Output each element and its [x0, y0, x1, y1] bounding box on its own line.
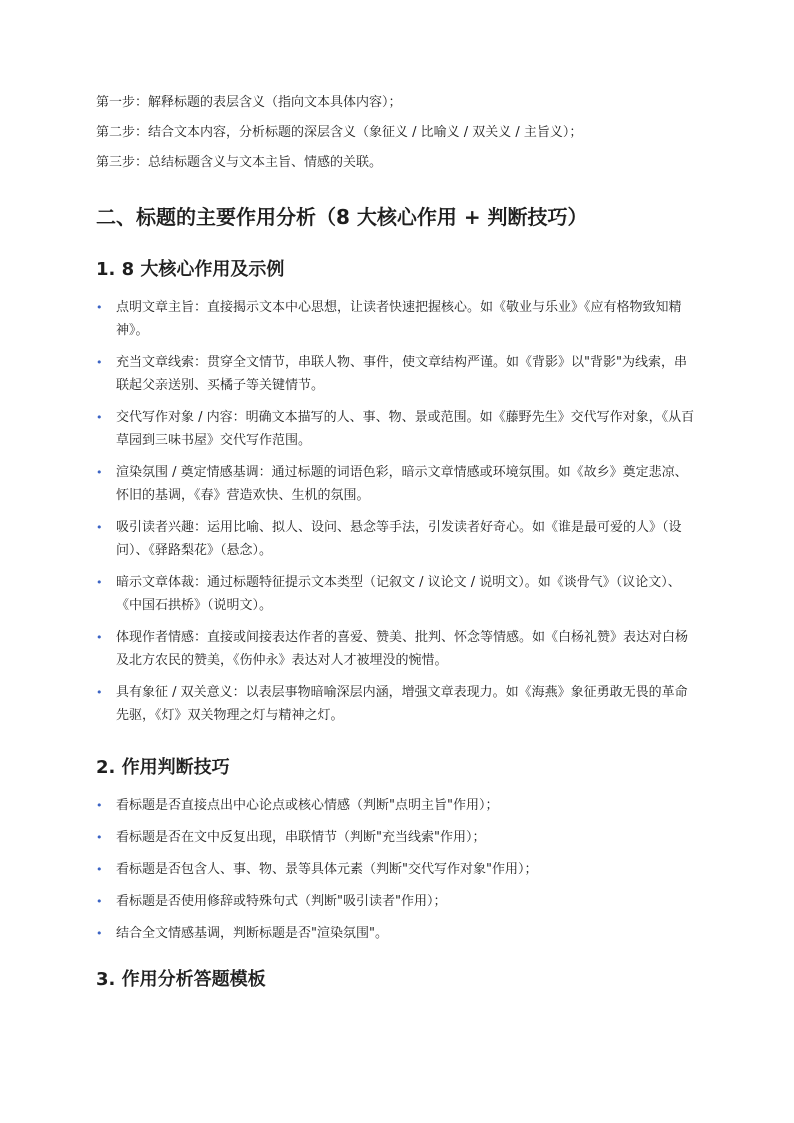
list-item-text: 暗示文章体裁：通过标题特征提示文本类型（记叙文 / 议论文 / 说明文）。如《谈骨气》（议论文）、《中国石拱桥》（说明文）。	[116, 575, 681, 613]
list-item-text: 交代写作对象 / 内容：明确文本描写的人、事、物、景或范围。如《藤野先生》交代写作对象，《从百草园到三味书屋》交代写作范围。	[116, 410, 695, 448]
bullet-icon: •	[96, 521, 103, 534]
subheading-judgment-tips: 2. 作用判断技巧	[96, 757, 230, 778]
bullet-icon: •	[96, 686, 103, 699]
bullet-icon: •	[96, 301, 103, 314]
list-item-text: 吸引读者兴趣：运用比喻、拟人、设问、悬念等手法，引发读者好奇心。如《谁是最可爱的人》（设问）、《驿路梨花》（悬念）。	[116, 520, 682, 558]
list-item	[96, 890, 696, 913]
list-item-text: 看标题是否在文中反复出现，串联情节（判断"充当线索"作用）；	[116, 830, 486, 845]
step-3: 第三步：总结标题含义与文本主旨、情感的关联。	[96, 155, 383, 170]
bullet-icon: •	[96, 895, 103, 908]
list-item-text: 看标题是否直接点出中心论点或核心情感（判断"点明主旨"作用）；	[116, 798, 499, 813]
bullet-icon: •	[96, 356, 103, 369]
step-1: 第一步：解释标题的表层含义（指向文本具体内容）；	[96, 95, 402, 110]
step-2: 第二步：结合文本内容，分析标题的深层含义（象征义 / 比喻义 / 双关义 / 主旨义）；	[96, 125, 583, 140]
subheading-core-functions: 1. 8 大核心作用及示例	[96, 259, 285, 280]
list-item-text: 渲染氛围 / 奠定情感基调：通过标题的词语色彩，暗示文章情感或环境氛围。如《故乡》奠定悲凉、怀旧的基调，《春》营造欢快、生机的氛围。	[116, 465, 688, 503]
bullet-icon: •	[96, 831, 103, 844]
list-item	[96, 681, 696, 727]
list-item-text: 具有象征 / 双关意义：以表层事物暗喻深层内涵，增强文章表现力。如《海燕》象征勇敢无畏的革命先驱，《灯》双关物理之灯与精神之灯。	[116, 685, 688, 723]
bullet-icon: •	[96, 411, 103, 424]
list-item-text: 充当文章线索：贯穿全文情节，串联人物、事件，使文章结构严谨。如《背影》以"背影"为线索，串联起父亲送别、买橘子等关键情节。	[116, 355, 687, 393]
analysis-steps	[96, 92, 716, 182]
bullet-icon: •	[96, 576, 103, 589]
list-item	[96, 626, 696, 672]
list-item	[96, 296, 696, 342]
bullet-icon: •	[96, 799, 103, 812]
bullet-icon: •	[96, 927, 103, 940]
list-item	[96, 794, 696, 817]
list-item-text: 结合全文情感基调，判断标题是否"渲染氛围"。	[116, 926, 388, 941]
list-item	[96, 516, 696, 562]
list-item	[96, 858, 696, 881]
list-item	[96, 461, 696, 507]
list-item-text: 看标题是否包含人、事、物、景等具体元素（判断"交代写作对象"作用）；	[116, 862, 538, 877]
list-item-text: 点明文章主旨：直接揭示文本中心思想，让读者快速把握核心。如《敬业与乐业》《应有格物致知精神》。	[116, 300, 682, 338]
bullet-icon: •	[96, 466, 103, 479]
list-item	[96, 406, 696, 452]
subheading-answer-template: 3. 作用分析答题模板	[96, 969, 266, 990]
list-item	[96, 826, 696, 849]
list-item-text: 体现作者情感：直接或间接表达作者的喜爱、赞美、批判、怀念等情感。如《白杨礼赞》表达对白杨及北方农民的赞美，《伤仲永》表达对人才被埋没的惋惜。	[116, 630, 689, 668]
list-item	[96, 922, 696, 945]
judgment-tips-list	[96, 794, 696, 954]
list-item-text: 看标题是否使用修辞或特殊句式（判断"吸引读者"作用）；	[116, 894, 447, 909]
core-functions-list	[96, 296, 696, 736]
bullet-icon: •	[96, 631, 103, 644]
section-heading-title-functions: 二、标题的主要作用分析（8 大核心作用 + 判断技巧）	[96, 205, 588, 229]
list-item	[96, 351, 696, 397]
bullet-icon: •	[96, 863, 103, 876]
list-item	[96, 571, 696, 617]
